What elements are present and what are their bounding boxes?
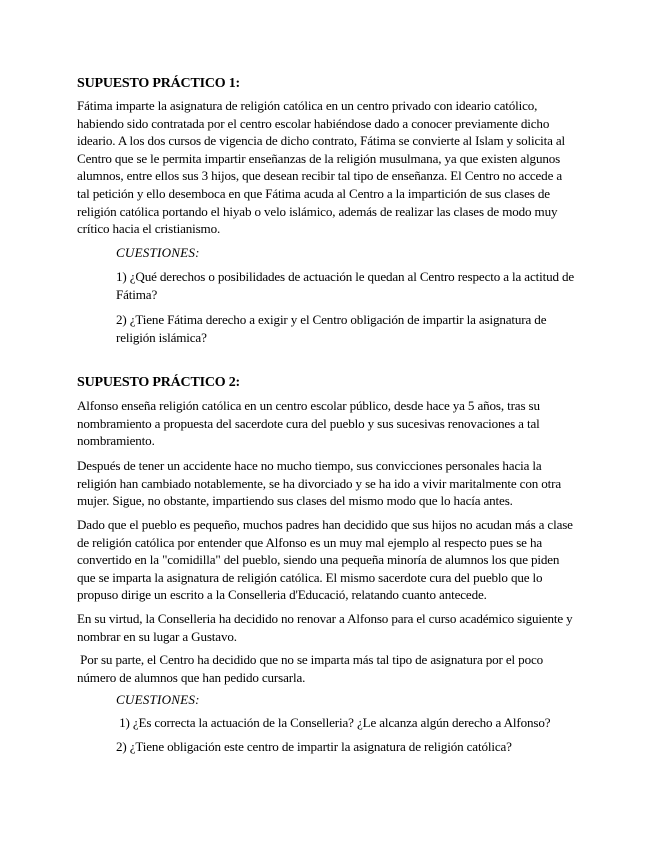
case-1-paragraph: Fátima imparte la asignatura de religión católica en un centro privado con ideario católico, habiendo sido contratada por el centro escolar habiéndose dado a conocer previamente dicho ideario. A los dos cursos de vigencia de dicho contrato, Fátima se convierte al Islam y solicita al Centro que se le permita impartir enseñanzas de la religión musulmana, ya que existen algunos alumnos, entre ellos sus 3 hijos, que desean recibir tal tipo de enseñanza. El Centro no accede a tal petición y ello desemboca en que Fátima acuda al Centro a la impartición de sus clases de religión católica portando el hiyab o velo islámico, además de realizar las clases de modo muy crítico hacia el cristianismo.: [77, 98, 566, 237]
case-1-question-2: 2) ¿Tiene Fátima derecho a exigir y el Centro obligación de impartir la asignatura de religión islámica?: [116, 312, 547, 345]
case-2-paragraph-5: Por su parte, el Centro ha decidido que no se imparta más tal tipo de asignatura por el poco número de alumnos que han pedido cursarla.: [77, 652, 547, 685]
case-2-paragraph-4: En su virtud, la Conselleria ha decidido no renovar a Alfonso para el curso académico siguiente y nombrar en su lugar a Gustavo.: [77, 611, 573, 644]
case-2-paragraph-3: Dado que el pueblo es pequeño, muchos padres han decidido que sus hijos no acudan más a clase de religión católica por entender que Alfonso es un muy mal ejemplo al respecto pues se ha convertido en la "comidilla" del pueblo, siendo una pequeña minoría de alumnos los que piden que se imparta la asignatura de religión católica. El mismo sacerdote cura del pueblo que lo propuso dirige un escrito a la Conselleria d'Educació, relatando cuanto antecede.: [77, 517, 573, 603]
case-2-question-2: 2) ¿Tiene obligación este centro de impartir la asignatura de religión católica?: [116, 739, 512, 754]
case-1-question-1: 1) ¿Qué derechos o posibilidades de actuación le quedan al Centro respecto a la actitud de Fátima?: [116, 269, 575, 302]
case-2-paragraph-2: Después de tener un accidente hace no mucho tiempo, sus convicciones personales hacia la religión han cambiado notablemente, se ha divorciado y se ha ido a vivir maritalmente con otra mujer. Sigue, no obstante, impartiendo sus clases del mismo modo que lo hacía antes.: [77, 458, 562, 509]
case-2-paragraph-1: Alfonso enseña religión católica en un centro escolar público, desde hace ya 5 años, tras su nombramiento a propuesta del sacerdote cura del pueblo y sus sucesivas renovaciones a tal nombramiento.: [77, 398, 540, 449]
case-1-questions-label: CUESTIONES:: [116, 245, 200, 260]
case-2-title: SUPUESTO PRÁCTICO 2:: [77, 375, 240, 390]
case-2-questions-label: CUESTIONES:: [116, 692, 200, 707]
case-1-title: SUPUESTO PRÁCTICO 1:: [77, 76, 240, 91]
case-2-question-1: 1) ¿Es correcta la actuación de la Conselleria? ¿Le alcanza algún derecho a Alfonso?: [116, 715, 551, 730]
